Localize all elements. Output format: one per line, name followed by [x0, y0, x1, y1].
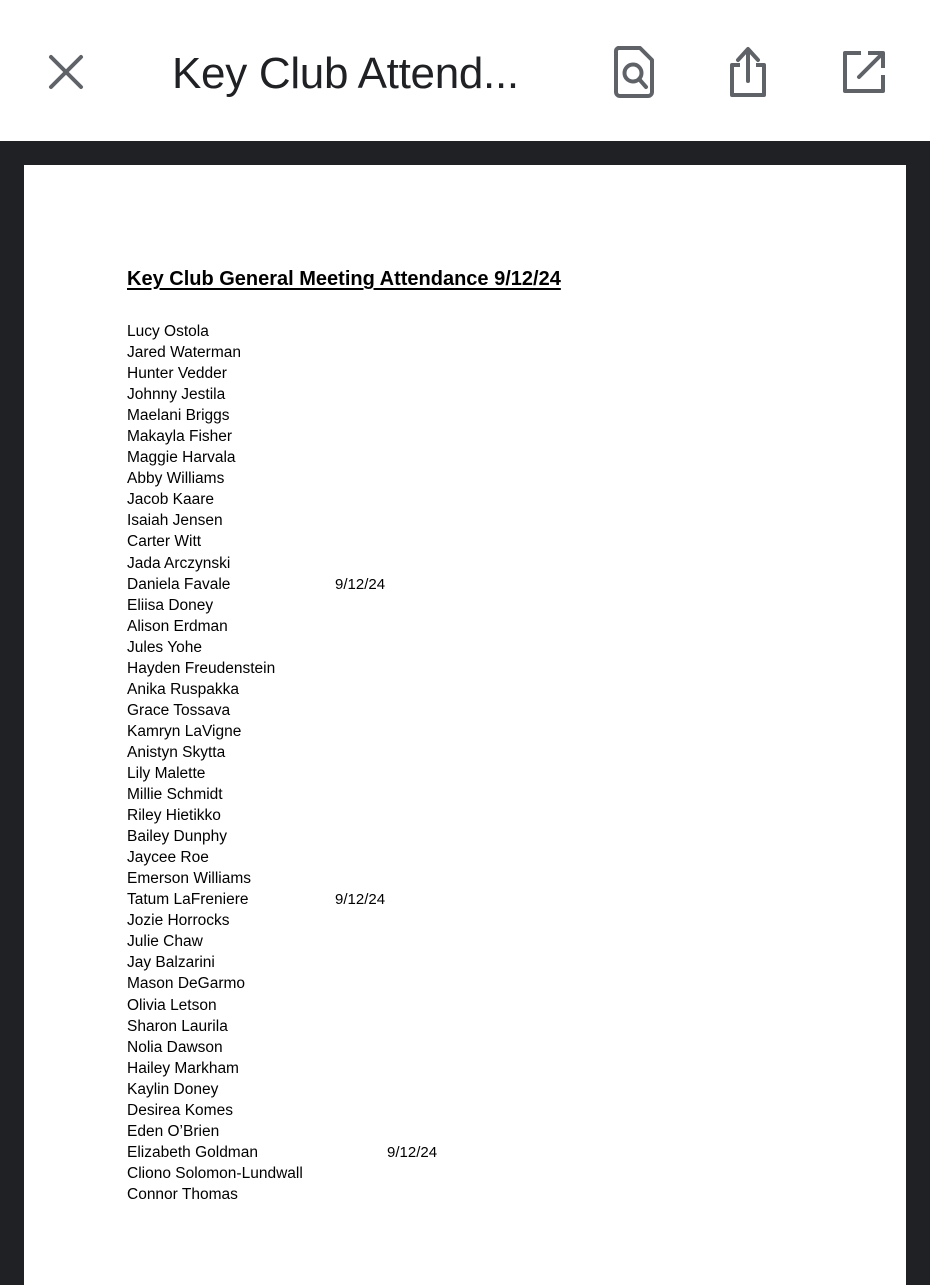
attendee-list — [127, 321, 438, 1205]
attendee-row — [127, 1184, 303, 1205]
attendee-row — [127, 805, 303, 826]
attendee-row — [127, 321, 303, 342]
attendance-date: 9/12/24 — [387, 1143, 438, 1161]
attendee-name: Julie Chaw — [127, 933, 203, 951]
close-icon — [47, 53, 85, 96]
attendee-row — [127, 405, 303, 426]
attendee-row — [127, 847, 303, 868]
attendee-name: Jacob Kaare — [127, 491, 215, 509]
attendee-row — [127, 910, 303, 931]
document-title: Key Club Attend... — [172, 49, 519, 98]
attendee-row — [127, 553, 303, 574]
document-heading: Key Club General Meeting Attendance 9/12/24 — [127, 268, 561, 290]
attendee-row — [127, 574, 386, 595]
share-button[interactable] — [716, 42, 780, 106]
attendee-name: Jozie Horrocks — [127, 912, 230, 930]
attendee-row — [127, 595, 303, 616]
attendee-row — [127, 889, 386, 910]
attendee-row — [127, 973, 303, 994]
attendee-name: Anika Ruspakka — [127, 680, 240, 698]
attendee-row — [127, 763, 303, 784]
top-app-bar — [0, 0, 930, 141]
attendee-name: Carter Witt — [127, 533, 202, 551]
attendee-row — [127, 1016, 303, 1037]
attendance-date: 9/12/24 — [335, 891, 386, 909]
attendee-name: Desirea Komes — [127, 1101, 233, 1119]
find-in-document-button[interactable] — [602, 42, 666, 106]
attendee-name: Hunter Vedder — [127, 365, 227, 383]
open-in-new-icon — [841, 49, 887, 100]
attendee-row — [127, 616, 303, 637]
attendee-row — [127, 1058, 303, 1079]
attendee-name: Sharon Laurila — [127, 1017, 228, 1035]
attendee-name: Millie Schmidt — [127, 786, 223, 804]
attendee-row — [127, 700, 303, 721]
attendee-name: Maelani Briggs — [127, 407, 230, 425]
attendee-name: Jared Waterman — [127, 344, 241, 362]
attendee-row — [127, 1100, 303, 1121]
attendee-row — [127, 637, 303, 658]
attendee-name: Eden O’Brien — [127, 1122, 220, 1140]
attendee-row — [127, 1163, 303, 1184]
attendee-name: Makayla Fisher — [127, 428, 233, 446]
attendee-row — [127, 447, 303, 468]
attendee-row — [127, 489, 303, 510]
attendee-row — [127, 679, 303, 700]
attendee-name: Isaiah Jensen — [127, 512, 223, 530]
attendee-row — [127, 931, 303, 952]
attendee-row — [127, 531, 303, 552]
attendee-row — [127, 784, 303, 805]
open-in-new-button[interactable] — [832, 42, 896, 106]
attendee-name: Johnny Jestila — [127, 386, 226, 404]
attendee-row — [127, 1037, 303, 1058]
attendee-name: Jaycee Roe — [127, 849, 209, 867]
attendee-name: Mason DeGarmo — [127, 975, 246, 993]
attendee-row — [127, 1142, 438, 1163]
attendee-row — [127, 742, 303, 763]
attendee-name: Kamryn LaVigne — [127, 722, 242, 740]
document-viewer[interactable] — [0, 141, 930, 1280]
attendee-row — [127, 826, 303, 847]
attendee-name: Maggie Harvala — [127, 449, 236, 467]
attendee-name: Connor Thomas — [127, 1185, 238, 1203]
attendee-row — [127, 363, 303, 384]
attendee-row — [127, 426, 303, 447]
share-icon — [726, 45, 770, 104]
attendee-name: Jada Arczynski — [127, 554, 231, 572]
attendee-name: Grace Tossava — [127, 701, 231, 719]
attendee-name: Eliisa Doney — [127, 596, 214, 614]
attendee-row — [127, 721, 303, 742]
document-page — [24, 165, 906, 1285]
attendee-name: Lily Malette — [127, 764, 206, 782]
attendee-name: Anistyn Skytta — [127, 743, 226, 761]
attendee-row — [127, 995, 303, 1016]
attendee-name: Elizabeth Goldman — [127, 1143, 258, 1161]
find-in-document-icon — [612, 46, 656, 103]
attendee-row — [127, 510, 303, 531]
attendee-name: Alison Erdman — [127, 617, 228, 635]
attendee-name: Hayden Freudenstein — [127, 659, 276, 677]
attendee-name: Lucy Ostola — [127, 323, 209, 340]
attendee-row — [127, 342, 303, 363]
attendee-name: Jay Balzarini — [127, 954, 215, 972]
attendee-name: Kaylin Doney — [127, 1080, 219, 1098]
attendee-name: Riley Hietikko — [127, 807, 221, 825]
attendee-name: Olivia Letson — [127, 996, 217, 1014]
attendee-name: Daniela Favale — [127, 575, 231, 593]
attendance-date: 9/12/24 — [335, 575, 386, 593]
attendee-name: Nolia Dawson — [127, 1038, 223, 1056]
attendee-name: Bailey Dunphy — [127, 828, 227, 846]
attendee-name: Hailey Markham — [127, 1059, 239, 1077]
attendee-name: Tatum LaFreniere — [127, 891, 249, 909]
attendee-row — [127, 952, 303, 973]
close-button[interactable] — [36, 44, 96, 104]
attendee-name: Emerson Williams — [127, 870, 252, 888]
attendee-name: Jules Yohe — [127, 638, 202, 656]
attendee-row — [127, 384, 303, 405]
attendee-row — [127, 868, 303, 889]
attendee-name: Abby Williams — [127, 470, 225, 488]
attendee-row — [127, 1121, 303, 1142]
attendee-name: Cliono Solomon-Lundwall — [127, 1164, 303, 1182]
attendee-row — [127, 658, 303, 679]
attendee-row — [127, 1079, 303, 1100]
attendee-row — [127, 468, 303, 489]
